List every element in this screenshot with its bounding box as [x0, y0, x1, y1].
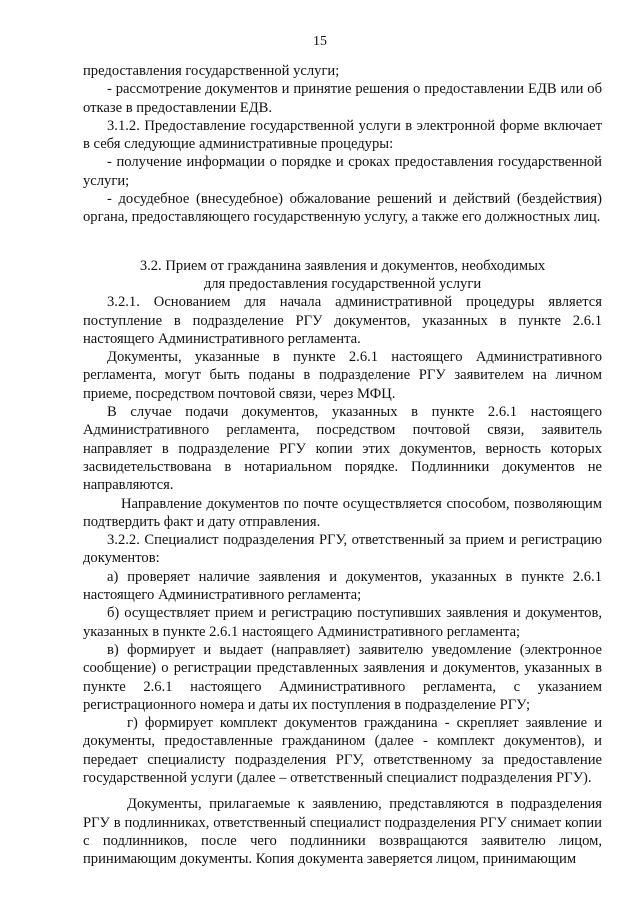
section-heading-line-1: 3.2. Прием от гражданина заявления и документов, необходимых: [139, 257, 546, 274]
paragraph-3-2-1: 3.2.1. Основанием для начала административной процедуры является поступление в подразделение РГУ документов, указанных в пункте 2.6.1 настоящего Административного регламента.: [83, 294, 602, 347]
paragraph-postal-method: Направление документов по почте осуществляется способом, позволяющим подтвердить факт и дату отправления.: [83, 495, 602, 530]
list-item-g: г) формирует комплект документов гражданина - скрепляет заявление и документы, предоставленные гражданином (далее - комплект документов), и передает специалисту подразделения РГУ, ответственному за предоставление государственной услуги (далее – ответственный специалист подразделения РГУ).: [83, 715, 602, 786]
paragraph-3-2-2: 3.2.2. Специалист подразделения РГУ, ответственный за прием и регистрацию документов:: [83, 532, 602, 567]
list-item-review: - рассмотрение документов и принятие решения о предоставлении ЕДВ или об отказе в предоставлении ЕДВ.: [83, 81, 602, 116]
paragraph-postal-submission: В случае подачи документов, указанных в пункте 2.6.1 настоящего Административного регламента, посредством почтовой связи, заявитель направляет в подразделение РГУ копии этих документов, верность которых засвидетельствована в нотариальном порядке. Подлинники документов не направляются.: [83, 404, 602, 494]
list-item-v: в) формирует и выдает (направляет) заявителю уведомление (электронное сообщение) о регистрации представленных заявления и документов, указанных в пункте 2.6.1 настоящего Административного регламента, с указанием регистрационного номера и даты их поступления в подразделение РГУ;: [83, 641, 602, 713]
paragraph-attached-documents: Документы, прилагаемые к заявлению, представляются в подразделения РГУ в подлинниках, ответственный специалист подразделения РГУ снимает копии с подлинников, после чего подлинники возвращаются заявителю лицом, принимающим документы. Копия документа заверяется лицом, принимающим: [83, 796, 602, 868]
paragraph-documents-submission: Документы, указанные в пункте 2.6.1 настоящего Административного регламента, могут быть поданы в подразделение РГУ заявителем на личном приеме, посредством почтовой связи, через МФЦ.: [83, 349, 602, 402]
list-item-information: - получение информации о порядке и сроках предоставления государственной услуги;: [83, 154, 602, 189]
list-item-a: а) проверяет наличие заявления и документов, указанных в пункте 2.6.1 настоящего Административного регламента;: [83, 568, 602, 604]
document-body: [83, 62, 602, 868]
list-item-appeal: - досудебное (внесудебное) обжалование решений и действий (бездействия) органа, предоставляющего государственную услугу, а также его должностных лиц.: [83, 191, 602, 226]
paragraph-3-1-2: 3.1.2. Предоставление государственной услуги в электронной форме включает в себя следующие административные процедуры:: [83, 117, 602, 153]
spacer: [83, 227, 602, 257]
section-heading-line-2: для предоставления государственной услуги: [203, 275, 482, 292]
paragraph-continuation: предоставления государственной услуги;: [83, 63, 340, 79]
spacer: [83, 787, 602, 795]
list-item-b: б) осуществляет прием и регистрацию поступивших заявления и документов, указанных в пункте 2.6.1 настоящего Административного регламента;: [83, 605, 602, 640]
page-number: 15: [313, 34, 327, 49]
